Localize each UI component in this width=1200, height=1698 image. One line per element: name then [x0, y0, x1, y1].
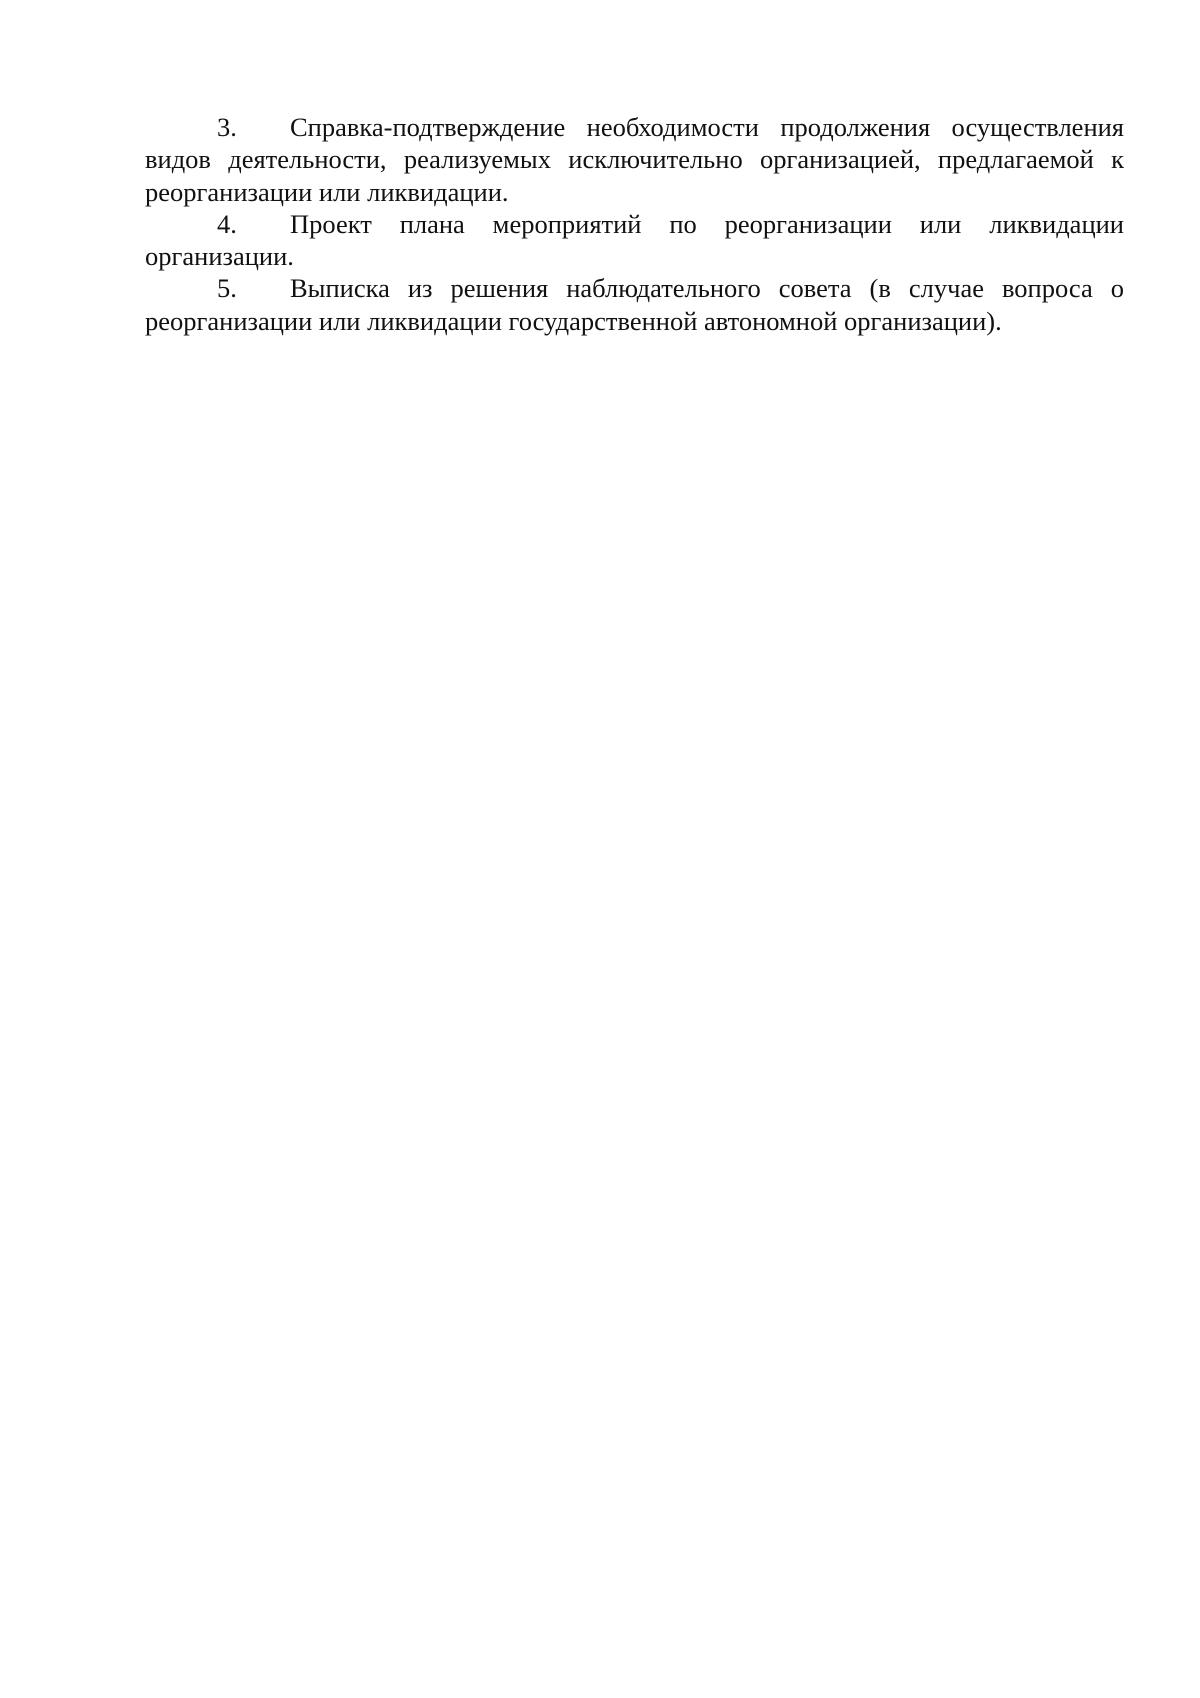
- list-item-4: [145, 208, 1124, 273]
- list-item-number: 3.: [217, 112, 237, 142]
- list-item-text: Справка-подтверждение необходимости продолжения осуществления видов деятельности, реализуемых исключительно организацией, предлагаемой к реорганизации или ликвидации.: [145, 112, 1124, 207]
- list-item-text: Проект плана мероприятий по реорганизации или ликвидации организации.: [145, 208, 1124, 272]
- list-item-3: [145, 111, 1124, 208]
- document-body: [145, 111, 1124, 337]
- list-item-number: 4.: [217, 208, 237, 239]
- list-item-5: [145, 272, 1124, 337]
- list-item-number: 5.: [217, 273, 237, 304]
- list-item-text: Выписка из решения наблюдательного совета (в случае вопроса о реорганизации или ликвидации государственной автономной организации).: [145, 273, 1124, 336]
